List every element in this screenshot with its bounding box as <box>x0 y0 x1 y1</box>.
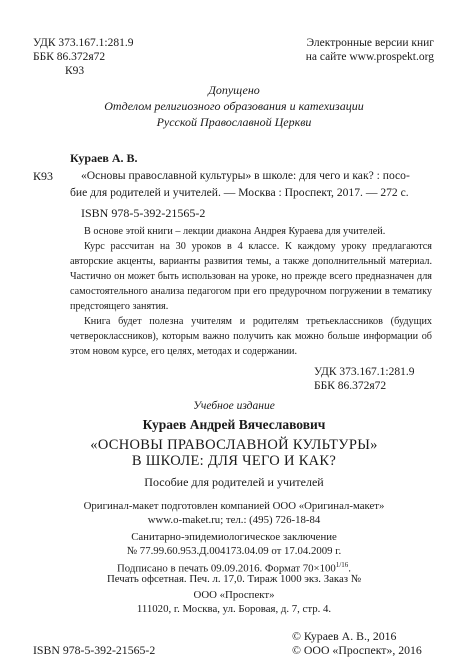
copyright-author: © Кураев А. В., 2016 <box>292 629 397 643</box>
author-full-name: Кураев Андрей Вячеславович <box>142 417 326 432</box>
author-mark: К93 <box>65 65 85 77</box>
copyright-publisher: © ООО «Проспект», 2016 <box>292 643 422 657</box>
book-subtitle: Пособие для родителей и учителей <box>144 475 324 489</box>
print-details-main: Подписано в печать 09.09.2016. Формат 70×100 <box>117 562 336 575</box>
layout-credit-line1: Оригинал-макет подготовлен компанией ООО «Оригинал-макет» <box>83 500 385 512</box>
print-details-end: . <box>348 562 351 575</box>
ebooks-notice-line2: на сайте www.prospekt.org <box>305 51 434 63</box>
edition-type: Учебное издание <box>193 400 275 412</box>
record-mark: К93 <box>33 169 54 183</box>
udk-code-repeat: УДК 373.167.1:281.9 <box>314 366 415 378</box>
print-details-line2: Печать офсетная. Печ. л. 17,0. Тираж 1000 экз. Заказ № <box>106 573 362 585</box>
footer-isbn: ISBN 978-5-392-21565-2 <box>33 643 156 657</box>
record-line1: «Основы православной культуры» в школе: для чего и как? : посо- <box>81 169 410 182</box>
publisher-address: 111020, г. Москва, ул. Боровая, д. 7, стр. 4. <box>136 603 332 615</box>
annotation-paragraph-3: Книга будет полезна учителям и родителям третьеклассников (будущих четвероклассников), которым важно получить как можно больше информации об этом новом курсе, его целях, методах и содержании. <box>70 316 432 357</box>
ebooks-notice-line1: Электронные версии книг <box>306 37 434 49</box>
approval-line3: Русской Православной Церкви <box>156 115 312 129</box>
annotation <box>70 224 432 359</box>
book-title-line2: В ШКОЛЕ: ДЛЯ ЧЕГО И КАК? <box>131 453 337 469</box>
annotation-paragraph-1: В основе этой книги – лекции диакона Андрея Кураева для учителей. <box>84 226 386 237</box>
approval-line2: Отделом религиозного образования и катехизации <box>104 99 364 113</box>
annotation-paragraph-2: Курс рассчитан на 30 уроков в 4 классе. К каждому уроку предлагаются авторские акценты, варианты развития темы, а также дополнительный материал. Частично он может быть использован на уроке, но прежде всего предназначен для самостоятельного анализа педагогом при его предурочном погружении в тематику предстоящего занятия. <box>70 241 432 312</box>
publisher-name: ООО «Проспект» <box>193 589 275 601</box>
record-author: Кураев А. В. <box>70 151 138 165</box>
bbk-code: ББК 86.372я72 <box>33 51 106 63</box>
udk-code: УДК 373.167.1:281.9 <box>33 37 134 49</box>
record-isbn: ISBN 978-5-392-21565-2 <box>81 206 206 220</box>
sanitary-conclusion-line1: Санитарно-эпидемиологическое заключение <box>131 531 337 543</box>
format-fraction: 1/16 <box>335 561 349 569</box>
layout-credit-line2: www.o-maket.ru; тел.: (495) 726-18-84 <box>147 514 321 526</box>
bbk-code-repeat: ББК 86.372я72 <box>314 380 387 392</box>
sanitary-conclusion-line2: № 77.99.60.953.Д.004173.04.09 от 17.04.2009 г. <box>126 545 342 557</box>
approval-line1: Допущено <box>208 83 260 97</box>
book-title-line1: «ОСНОВЫ ПРАВОСЛАВНОЙ КУЛЬТУРЫ» <box>90 437 378 453</box>
record-line2: бие для родителей и учителей. — Москва : Проспект, 2017. — 272 с. <box>70 186 409 199</box>
